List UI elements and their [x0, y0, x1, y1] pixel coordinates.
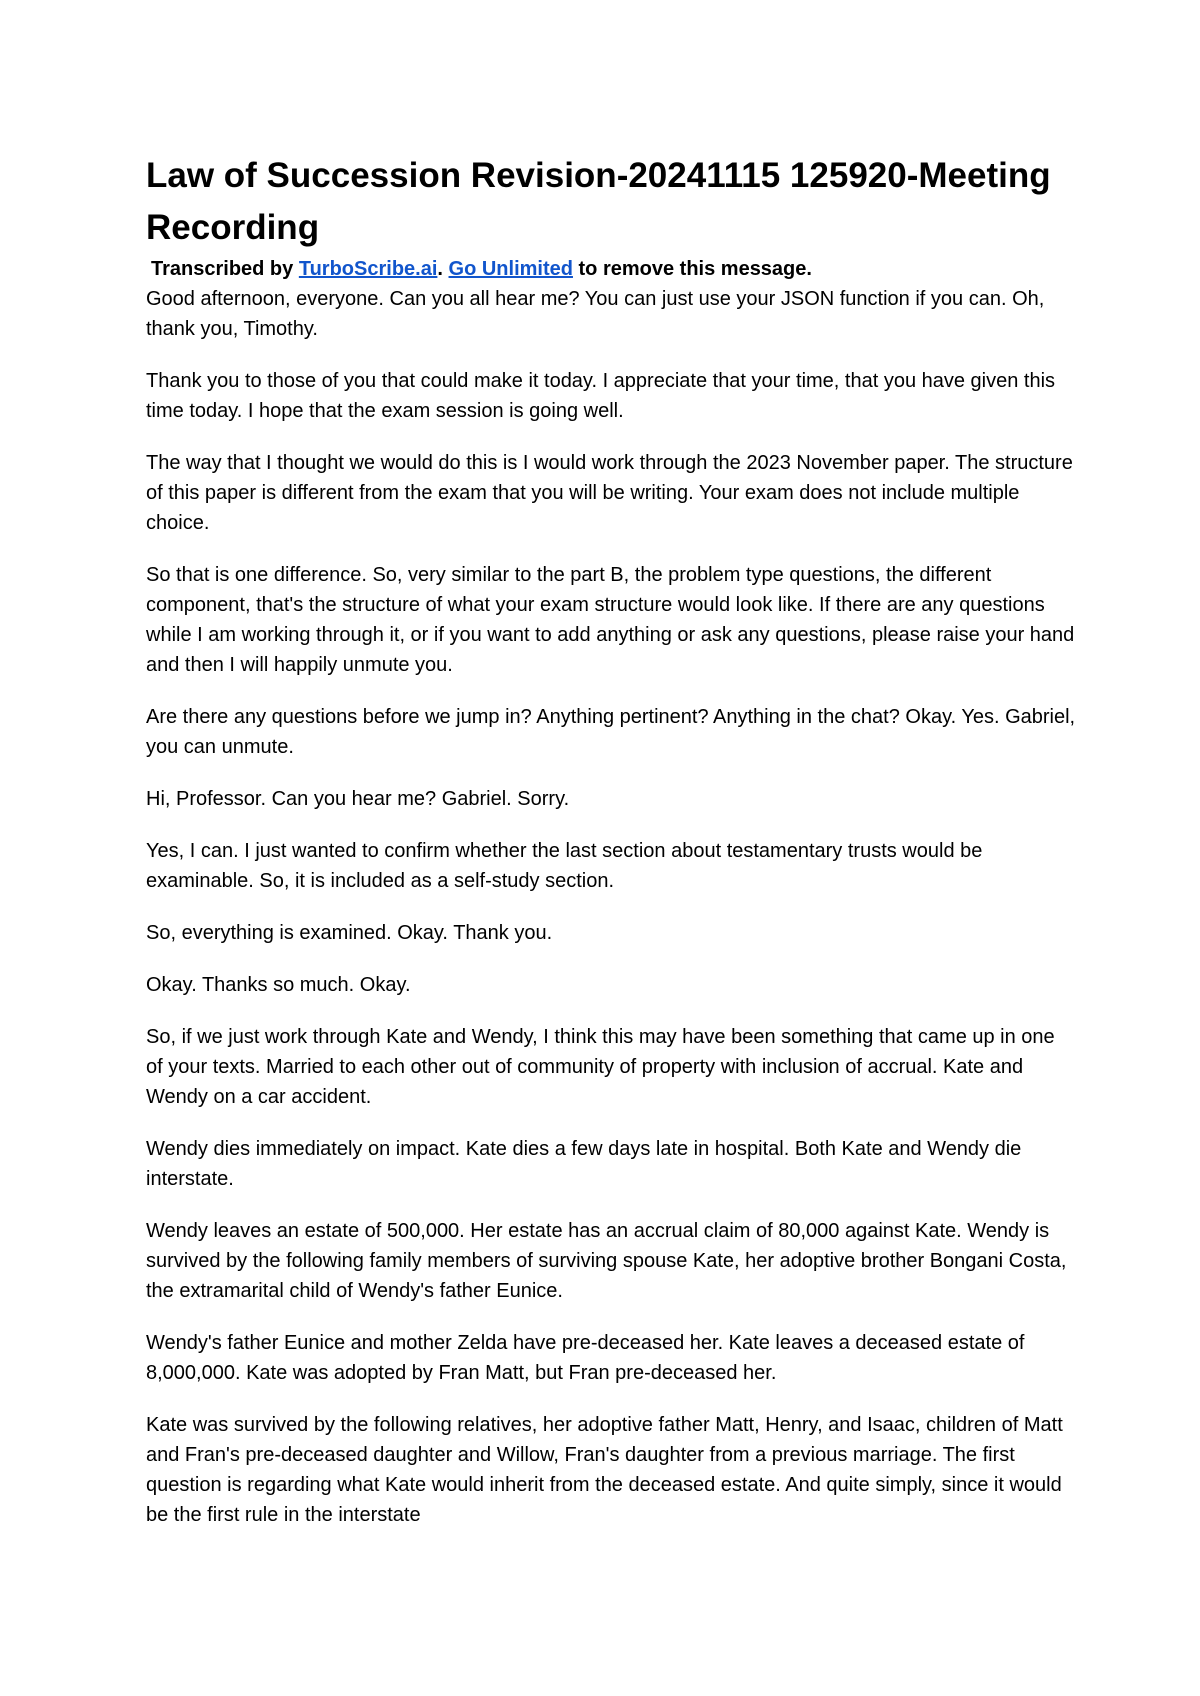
paragraph: Wendy dies immediately on impact. Kate dies a few days late in hospital. Both Kate and Wendy die interstate.: [146, 1138, 1022, 1190]
paragraph: Are there any questions before we jump in? Anything pertinent? Anything in the chat? Okay. Yes. Gabriel, you can unmute.: [146, 706, 1076, 758]
transcription-notice: [151, 254, 1076, 284]
paragraph: Kate was survived by the following relatives, her adoptive father Matt, Henry, and Isaac, children of Matt and Fran's pre-deceased daughter and Willow, Fran's daughter from a previous marriage. The first question is regarding what Kate would inherit from the deceased estate. And quite simply, since it would be the first rule in the interstate: [146, 1414, 1063, 1526]
paragraph: Good afternoon, everyone. Can you all hear me? You can just use your JSON function if you can. Oh, thank you, Timothy.: [146, 288, 1045, 340]
paragraph: The way that I thought we would do this is I would work through the 2023 November paper. The structure of this paper is different from the exam that you will be writing. Your exam does not include multiple choice.: [146, 452, 1073, 534]
paragraph: So that is one difference. So, very similar to the part B, the problem type questions, the different component, that's the structure of what your exam structure would look like. If there are any questions while I am working through it, or if you want to add anything or ask any questions, please raise your hand and then I will happily unmute you.: [146, 564, 1075, 676]
paragraph: Okay. Thanks so much. Okay.: [146, 974, 411, 996]
notice-separator: .: [437, 258, 449, 280]
turboscribe-link[interactable]: TurboScribe.ai: [298, 258, 438, 280]
paragraph: So, if we just work through Kate and Wendy, I think this may have been something that came up in one of your texts. Married to each other out of community of property with inclusion of accrual. Kate and Wendy on a car accident.: [146, 1026, 1055, 1108]
paragraph: Wendy's father Eunice and mother Zelda have pre-deceased her. Kate leaves a deceased estate of 8,000,000. Kate was adopted by Fran Matt, but Fran pre-deceased her.: [146, 1332, 1025, 1384]
go-unlimited-link[interactable]: Go Unlimited: [448, 258, 573, 280]
notice-suffix: to remove this message.: [572, 258, 812, 280]
paragraph: Hi, Professor. Can you hear me? Gabriel. Sorry.: [146, 788, 570, 810]
document-page: [146, 150, 1076, 1552]
paragraph: Yes, I can. I just wanted to confirm whether the last section about testamentary trusts would be examinable. So, it is included as a self-study section.: [146, 840, 983, 892]
paragraph: So, everything is examined. Okay. Thank you.: [146, 922, 553, 944]
paragraph: Thank you to those of you that could make it today. I appreciate that your time, that you have given this time today. I hope that the exam session is going well.: [146, 370, 1056, 422]
document-title: Law of Succession Revision-20241115 125920-Meeting Recording: [146, 156, 1051, 247]
paragraph: Wendy leaves an estate of 500,000. Her estate has an accrual claim of 80,000 against Kate. Wendy is survived by the following family members of surviving spouse Kate, her adoptive brother Bongani Costa, the extramarital child of Wendy's father Eunice.: [146, 1220, 1067, 1302]
notice-prefix: Transcribed by: [151, 258, 299, 280]
